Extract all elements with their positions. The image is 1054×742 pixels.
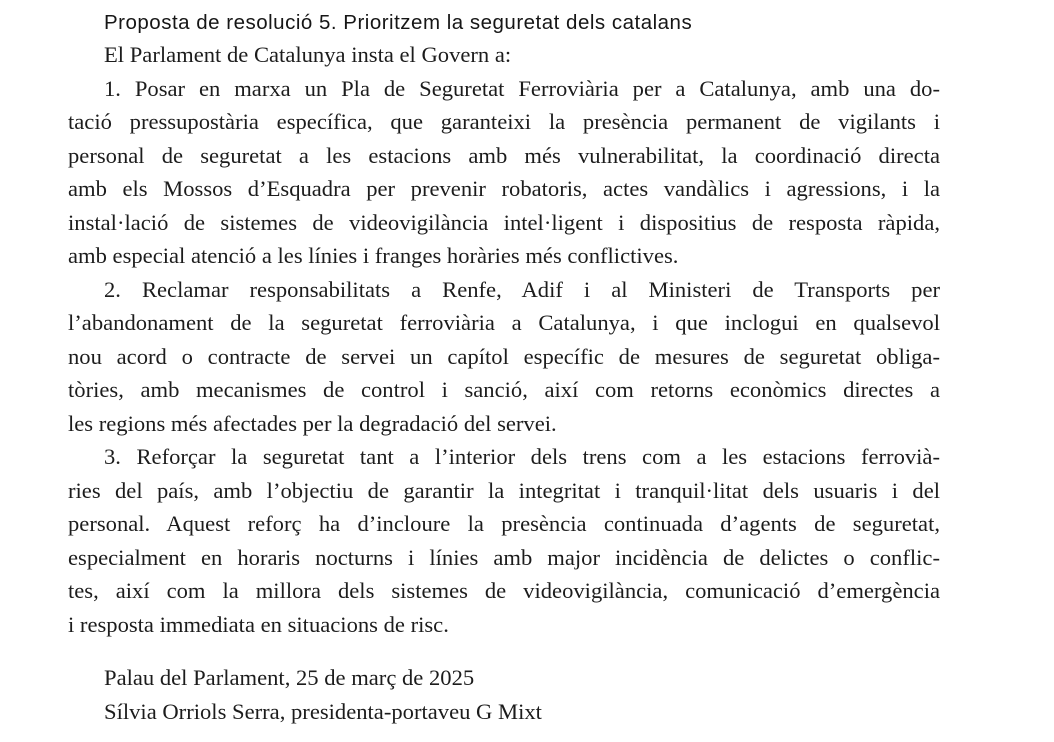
paragraph-line: 2. Reclamar responsabilitats a Renfe, Adif i al Ministeri de Transports per: [104, 276, 940, 302]
paragraph-line: tes, així com la millora dels sistemes de videovigilància, comunicació d’emergència: [68, 578, 940, 603]
paragraph-line: tòries, amb mecanismes de control i sanció, així com retorns econòmics directes a: [68, 377, 940, 402]
closing-block: [68, 661, 940, 728]
signature: Sílvia Orriols Serra, presidenta-portaveu G Mixt: [104, 698, 542, 724]
paragraph-line: i resposta immediata en situacions de risc.: [68, 611, 449, 637]
place-date: Palau del Parlament, 25 de març de 2025: [104, 665, 475, 690]
paragraph-2: [68, 273, 940, 441]
paragraph-line: 3. Reforçar la seguretat tant a l’interior dels trens com a les estacions ferrovià-: [104, 444, 940, 469]
paragraph-line: les regions més afectades per la degradació del servei.: [68, 410, 557, 436]
paragraph-line: especialment en horaris nocturns i línies amb major incidència de delictes o conflic-: [68, 544, 940, 570]
paragraph-line: personal. Aquest reforç ha d’incloure la presència continuada d’agents de seguretat,: [68, 511, 940, 536]
paragraph-line: amb especial atenció a les línies i franges horàries més conflictives.: [68, 243, 679, 268]
intro-text: El Parlament de Catalunya insta el Govern a:: [104, 42, 512, 67]
document-page: [68, 10, 940, 728]
paragraph-line: tació pressupostària específica, que garanteixi la presència permanent de vigilants i: [68, 109, 940, 134]
paragraph-line: nou acord o contracte de servei un capítol específic de mesures de seguretat obliga-: [68, 343, 940, 369]
paragraph-line: ries del país, amb l’objectiu de garantir la integritat i tranquil·litat dels usuaris i del: [68, 477, 940, 503]
resolution-heading: Proposta de resolució 5. Prioritzem la seguretat dels catalans: [104, 11, 693, 34]
paragraph-line: 1. Posar en marxa un Pla de Seguretat Ferroviària per a Catalunya, amb una do-: [104, 75, 940, 101]
paragraph-line: instal·lació de sistemes de videovigilància intel·ligent i dispositius de resposta ràpida,: [68, 209, 940, 235]
paragraph-3: [68, 440, 940, 641]
paragraph-line: amb els Mossos d’Esquadra per prevenir robatoris, actes vandàlics i agressions, i la: [68, 176, 940, 201]
paragraph-line: l’abandonament de la seguretat ferroviària a Catalunya, i que inclogui en qualsevol: [68, 310, 940, 335]
paragraph-1: [68, 72, 940, 273]
paragraph-line: personal de seguretat a les estacions amb més vulnerabilitat, la coordinació directa: [68, 142, 940, 168]
